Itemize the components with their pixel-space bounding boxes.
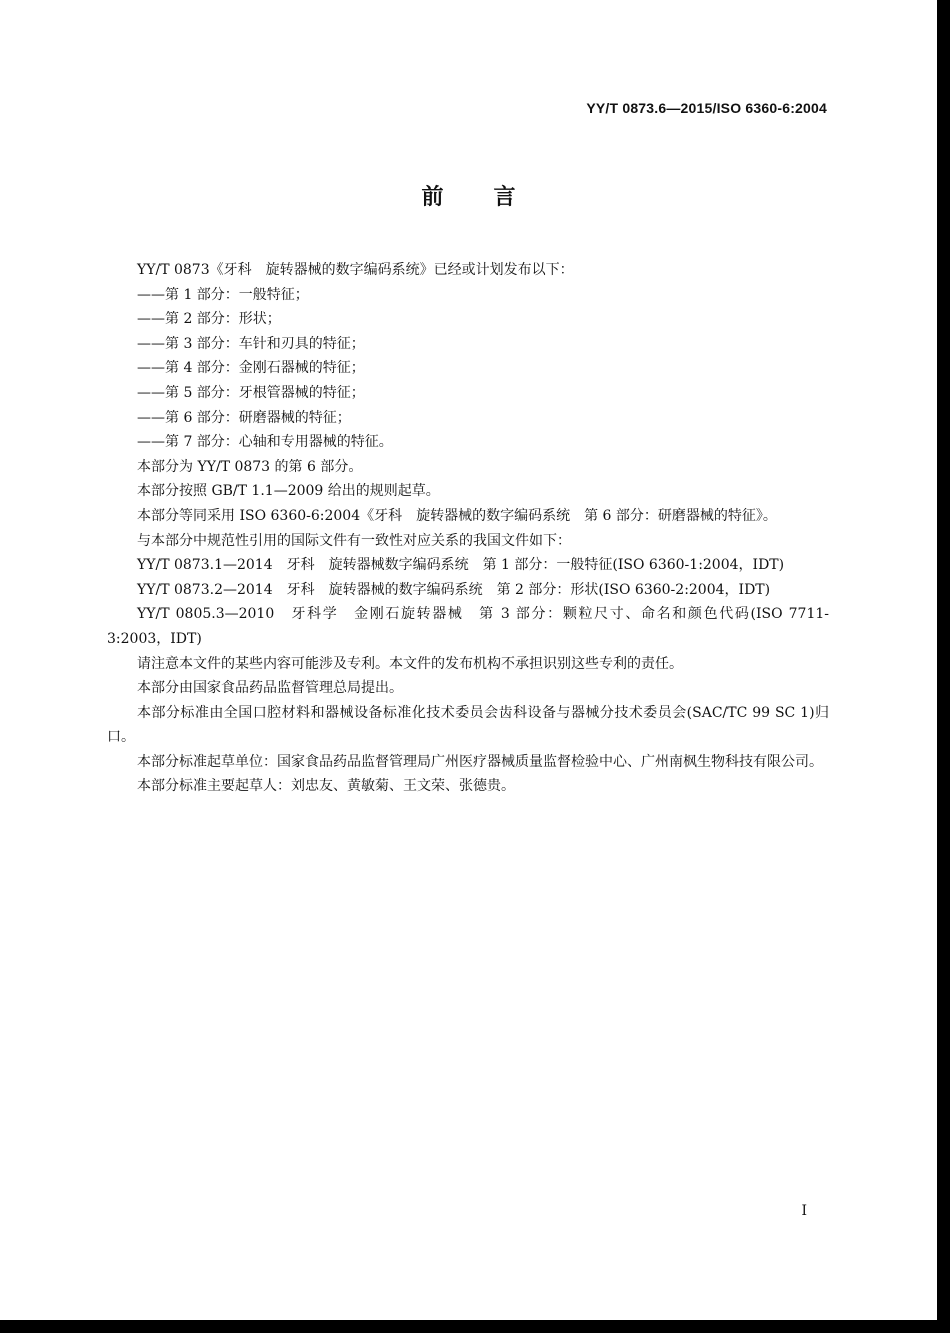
paragraph: 本部分按照 GB/T 1.1—2009 给出的规则起草。 bbox=[137, 483, 440, 500]
paragraph: 与本部分中规范性引用的国际文件有一致性对应关系的我国文件如下： bbox=[137, 532, 571, 549]
page-title: 前言 bbox=[421, 185, 566, 210]
paragraph: 本部分标准起草单位：国家食品药品监督管理局广州医疗器械质量监督检验中心、广州南枫生物科技有限公司。 bbox=[137, 753, 823, 770]
reference-item: YY/T 0873.2—2014 牙科 旋转器械的数字编码系统 第 2 部分：形状(ISO 6360-2:2004，IDT) bbox=[137, 581, 771, 598]
paragraph: 本部分等同采用 ISO 6360-6:2004《牙科 旋转器械的数字编码系统 第 6 部分：研磨器械的特征》。 bbox=[137, 507, 777, 524]
list-item: ——第 7 部分：心轴和专用器械的特征。 bbox=[137, 434, 393, 451]
list-item: ——第 2 部分：形状； bbox=[137, 311, 281, 328]
paragraph: 本部分标准主要起草人：刘忠友、黄敏菊、王文荣、张德贵。 bbox=[137, 778, 515, 795]
document-body bbox=[107, 258, 829, 799]
list-item: ——第 4 部分：金刚石器械的特征； bbox=[137, 360, 365, 377]
paragraph: 本部分由国家食品药品监督管理总局提出。 bbox=[137, 680, 403, 697]
paragraph: 本部分为 YY/T 0873 的第 6 部分。 bbox=[137, 458, 363, 475]
standard-code: YY/T 0873.6—2015/ISO 6360-6:2004 bbox=[586, 100, 827, 116]
paragraph: YY/T 0873《牙科 旋转器械的数字编码系统》已经或计划发布以下： bbox=[137, 262, 574, 278]
paragraph: 本部分标准由全国口腔材料和器械设备标准化技术委员会齿科设备与器械分技术委员会(SAC/TC 99 SC 1)归口。 bbox=[107, 704, 829, 746]
page-number: I bbox=[801, 1203, 807, 1219]
paragraph: 请注意本文件的某些内容可能涉及专利。本文件的发布机构不承担识别这些专利的责任。 bbox=[137, 655, 683, 672]
reference-item: YY/T 0805.3—2010 牙科学 金刚石旋转器械 第 3 部分：颗粒尺寸、命名和颜色代码(ISO 7711-3:2003，IDT) bbox=[107, 606, 829, 647]
list-item: ——第 3 部分：车针和刃具的特征； bbox=[137, 335, 365, 352]
reference-item: YY/T 0873.1—2014 牙科 旋转器械数字编码系统 第 1 部分：一般特征(ISO 6360-1:2004，IDT) bbox=[137, 557, 785, 574]
list-item: ——第 5 部分：牙根管器械的特征； bbox=[137, 384, 365, 401]
list-item: ——第 1 部分：一般特征； bbox=[137, 286, 309, 303]
list-item: ——第 6 部分：研磨器械的特征； bbox=[137, 409, 351, 426]
